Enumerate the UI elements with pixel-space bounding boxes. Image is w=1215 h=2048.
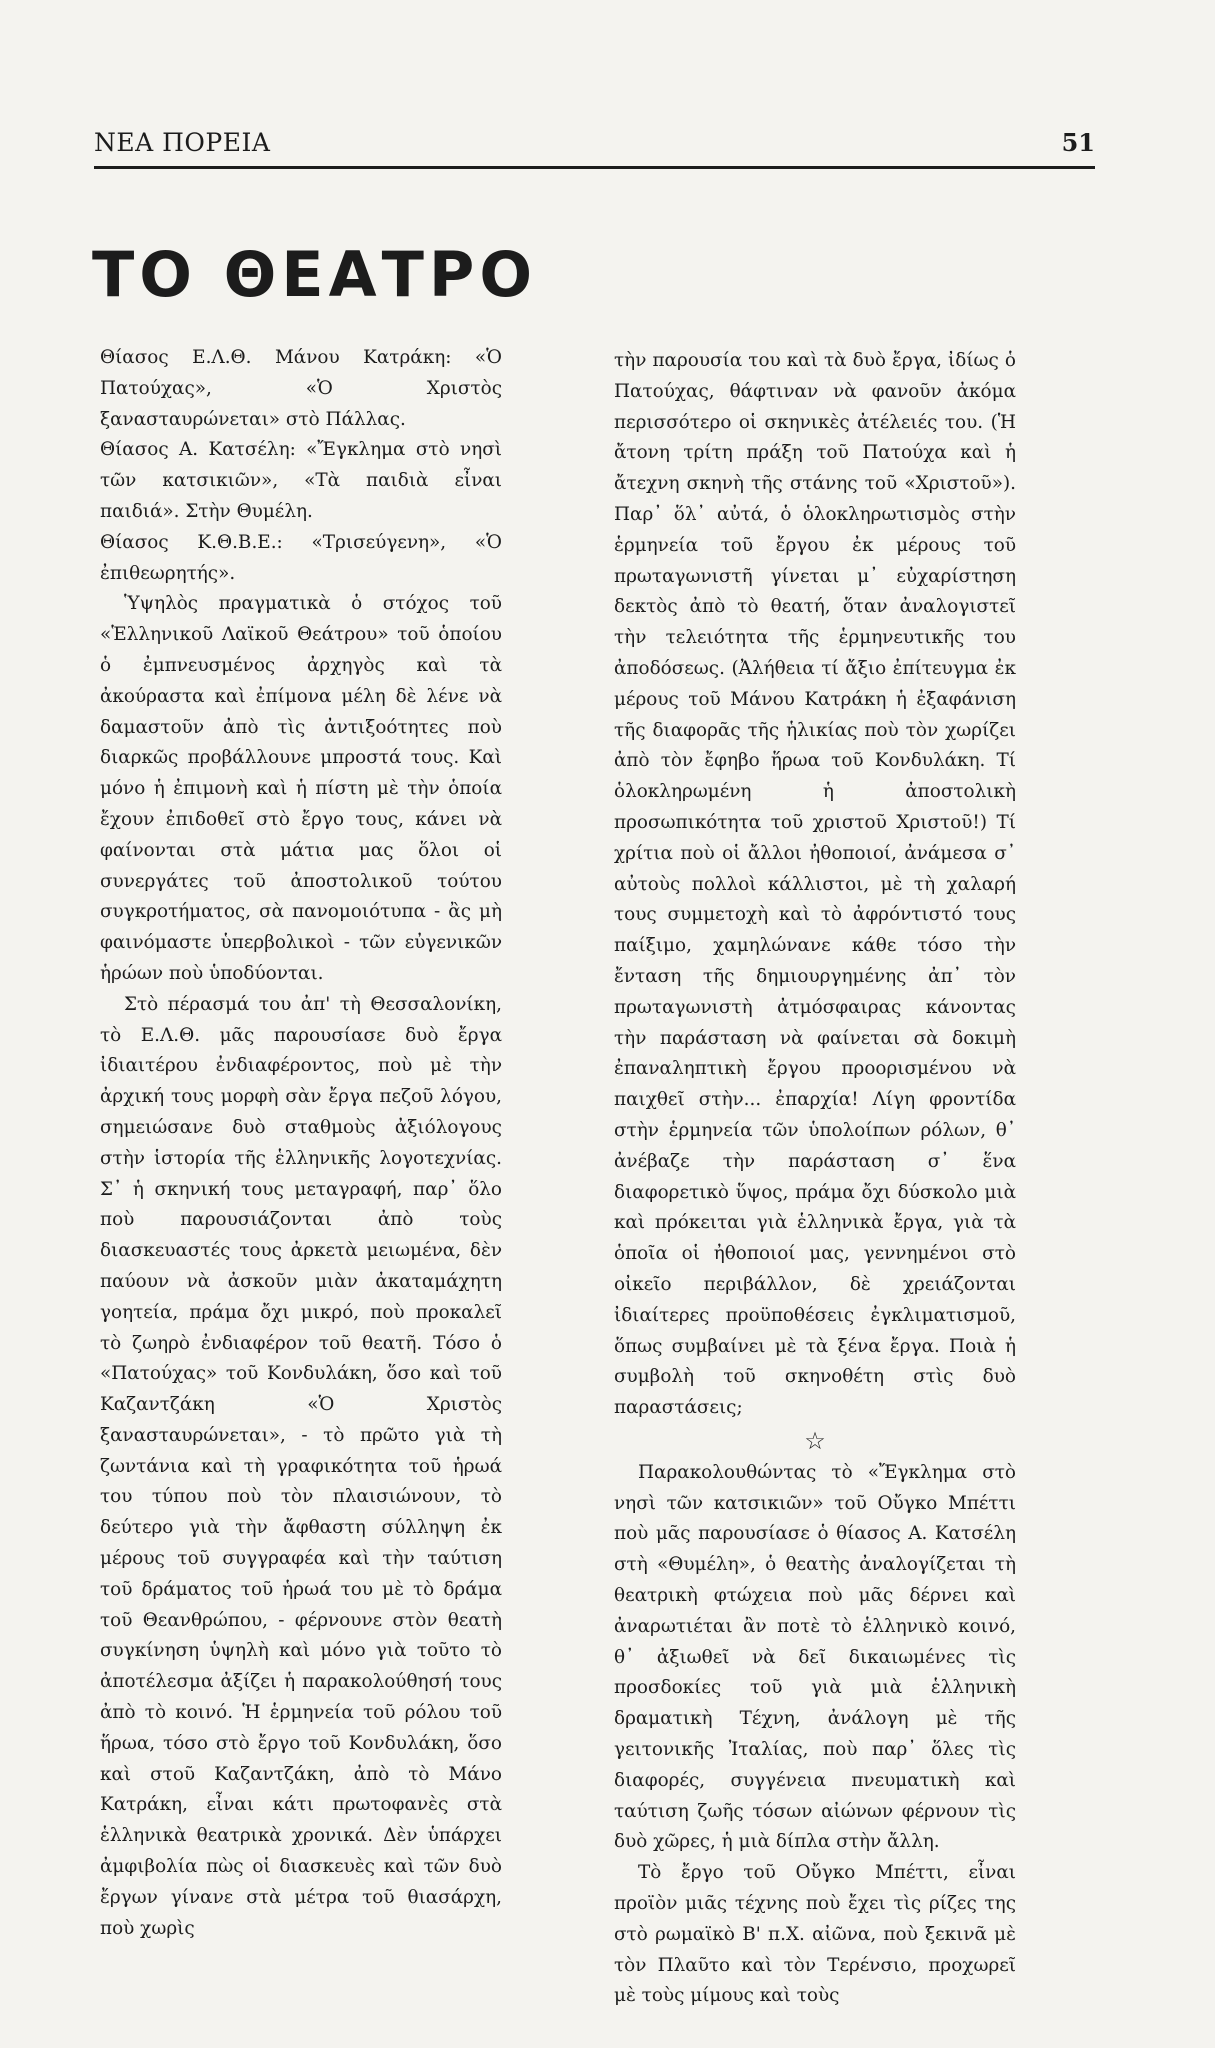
paragraph: Στὸ πέρασμά του ἀπ' τὴ Θεσσαλονίκη, τὸ Ε.Λ.Θ. μᾶς παρουσίασε δυὸ ἔργα ἰδιαιτέρου ἐνδιαφέροντος, ποὺ μὲ τὴν ἀρχική τους μορφὴ σὰν ἔργα πεζοῦ λόγου, σημειώσανε δυὸ σταθμοὺς ἀξιόλογους στὴν ἱστορία τῆς ἑλληνικῆς λογοτεχνίας. Σ᾽ ἡ σκηνική τους μεταγραφή, παρ᾽ ὅλο ποὺ παρουσιάζονται ἀπὸ τοὺς διασκευαστές τους ἀρκετὰ μειωμένα, δὲν παύουν νὰ ἀσκοῦν μιὰν ἀκαταμάχητη γοητεία, πράμα ὄχι μικρό, ποὺ προκαλεῖ τὸ ζωηρὸ ἐνδιαφέρον τοῦ θεατῆ. Τόσο ὁ «Πατούχας» τοῦ Κονδυλάκη, ὅσο καὶ τοῦ Καζαντζάκη «Ὁ Χριστὸς ξανασταυρώνεται», - τὸ πρῶτο γιὰ τὴ ζωντάνια καὶ τὴ γραφικότητα τοῦ ἡρωά του τύπου ποὺ τὸν πλαισιώνουν, τὸ δεύτερο γιὰ τὴν ἄφθαστη σύλληψη ἐκ μέρους τοῦ συγγραφέα καὶ τὴν ταύτιση τοῦ δράματος τοῦ ἡρωά του μὲ τὸ δράμα τοῦ Θεανθρώπου, - φέρνουνε στὸν θεατὴ συγκίνηση ὑψηλὴ καὶ μόνο γιὰ τοῦτο τὸ ἀποτέλεσμα ἀξίζει ἡ παρακολούθησή τους ἀπὸ τὸ κοινό. Ἡ ἑρμηνεία τοῦ ρόλου τοῦ ἥρωα, τόσο στὸ ἔργο τοῦ Κονδυλάκη, ὅσο καὶ στοῦ Καζαντζάκη, ἀπὸ τὸ Μάνο Κατράκη, εἶναι κάτι πρωτοφανὲς στὰ ἑλληνικὰ θεατρικὰ χρονικά. Δὲν ὑπάρχει ἀμφιβολία πὼς οἱ διασκευὲς καὶ τῶν δυὸ ἔργων γίνανε στὰ μέτρα τοῦ θιασάρχη, ποὺ χωρὶς (100, 993, 502, 1939)
listing-1: Θίασος Ε.Λ.Θ. Μάνου Κατράκη: «Ὁ Πατούχας», «Ὁ Χριστὸς ξανασταυρώνεται» στὸ Πάλλας. (100, 347, 502, 430)
left-column (100, 343, 502, 1944)
section-headline: ΤΟ ΘΕΑΤΡΟ (92, 238, 538, 311)
listing-3: Θίασος Κ.Θ.Β.Ε.: «Τρισεύγενη», «Ὁ ἐπιθεωρητής». (100, 531, 502, 584)
star-divider-icon: ☆ (804, 1426, 826, 1455)
paragraph: Τὸ ἔργο τοῦ Οὔγκο Μπέττι, εἶναι προϊὸν μιᾶς τέχνης ποὺ ἔχει τὶς ρίζες της στὸ ρωμαϊκὸ Β' π.Χ. αἰῶνα, ποὺ ξεκινᾶ μὲ τὸν Πλαῦτο καὶ τὸν Τερένσιο, προχωρεῖ μὲ τοὺς μίμους καὶ τοὺς (614, 1862, 1016, 2007)
paragraph: Παρακολουθώντας τὸ «Ἔγκλημα στὸ νησὶ τῶν κατσικιῶν» τοῦ Οὔγκο Μπέττι ποὺ μᾶς παρουσίασε ὁ θίασος Α. Κατσέλη στὴ «Θυμέλη», ὁ θεατὴς ἀναλογίζεται τὴ θεατρικὴ φτώχεια ποὺ μᾶς δέρνει καὶ ἀναρωτιέται ἂν ποτὲ τὸ ἑλληνικὸ κοινό, θ᾽ ἀξιωθεῖ νὰ δεῖ δικαιωμένες τὶς προσδοκίες τοῦ γιὰ μιὰ ἑλληνικὴ δραματικὴ Τέχνη, ἀνάλογη μὲ τῆς γειτονικῆς Ἰταλίας, ποὺ παρ᾽ ὅλες τὶς διαφορές, συγγένεια πνευματικὴ καὶ ταύτιση ζωῆς τόσων αἰώνων φέρνουν τὶς δυὸ χῶρες, ἡ μιὰ δίπλα στὴν ἄλλη. (614, 1461, 1016, 1853)
journal-title: ΝΕΑ ΠΟΡΕΙΑ (94, 128, 271, 157)
listing-2: Θίασος Α. Κατσέλη: «Ἔγκλημα στὸ νησὶ τῶν κατσικιῶν», «Τὰ παιδιὰ εἶναι παιδιά». Στὴν Θυμέλη. (100, 439, 502, 522)
header-rule (94, 166, 1095, 169)
paragraph: τὴν παρουσία του καὶ τὰ δυὸ ἔργα, ἰδίως ὁ Πατούχας, θάφτιναν νὰ φανοῦν ἀκόμα περισσότερο οἱ σκηνικὲς ἀτέλειές του. (Ἡ ἄτονη τρίτη πράξη τοῦ Πατούχα καὶ ἡ ἄτεχνη σκηνὴ τῆς στάνης τοῦ «Χριστοῦ»). Παρ᾽ ὅλ᾽ αὐτά, ὁ ὁλοκληρωτισμὸς στὴν ἑρμηνεία τοῦ ἔργου ἐκ μέρους τοῦ πρωταγωνιστῆ γίνεται μ᾽ εὐχαρίστηση δεκτὸς ἀπὸ τὸ θεατή, ὅταν ἀναλογιστεῖ τὴν τελειότητα τῆς ἑρμηνευτικῆς του ἀποδόσεως. (Ἀλήθεια τί ἄξιο ἐπίτευγμα ἐκ μέρους τοῦ Μάνου Κατράκη ἡ ἐξαφάνιση τῆς διαφορᾶς τῆς ἡλικίας ποὺ τὸν χωρίζει ἀπὸ τὸν ἔφηβο ἥρωα τοῦ Κονδυλάκη. Τί ὁλοκληρωμένη ἡ ἀποστολικὴ προσωπικότητα τοῦ χριστοῦ Χριστοῦ!) Τί χρίτια ποὺ οἱ ἄλλοι ἠθοποιοί, ἀνάμεσα σ᾽ αὐτοὺς πολλοὶ κάλλιστοι, μὲ τὴ χαλαρή τους συμμετοχὴ καὶ τὸ ἀφρόντιστό τους παίξιμο, χαμηλώνανε κάθε τόσο τὴν ἔνταση τῆς δημιουργημένης ἀπ᾽ τὸν πρωταγωνιστὴ ἀτμόσφαιρας κάνοντας τὴν παράσταση νὰ φαίνεται σὰ δοκιμὴ ἐπαναληπτικὴ ἔργου προορισμένου νὰ παιχθεῖ στὴν... ἐπαρχία! Λίγη φροντίδα στὴν ἑρμηνεία τῶν ὑπολοίπων ρόλων, θ᾽ ἀνέβαζε τὴν παράσταση σ᾽ ἕνα διαφορετικὸ ὕψος, πράμα ὄχι δύσκολο μιὰ καὶ πρόκειται γιὰ ἑλληνικὰ ἔργα, γιὰ τὰ ὁποῖα οἱ ἠθοποιοί μας, γεννημένοι στὸ οἰκεῖο περιβάλλον, δὲ χρειάζονται ἰδιαίτερες προϋποθέσεις ἐγκλιματισμοῦ, ὅπως συμβαίνει μὲ τὰ ξένα ἔργα. Ποιὰ ἡ συμβολὴ τοῦ σκηνοθέτη στὶς δυὸ παραστάσεις; (614, 350, 1016, 1419)
paragraph: Ὑψηλὸς πραγματικὰ ὁ στόχος τοῦ «Ἑλληνικοῦ Λαϊκοῦ Θεάτρου» τοῦ ὁποίου ὁ ἐμπνευσμένος ἀρχηγὸς καὶ τὰ ἀκούραστα καὶ ἐπίμονα μέλη δὲ λένε νὰ δαμαστοῦν ἀπὸ τὶς ἀντιξοότητες ποὺ διαρκῶς προβάλλουνε μπροστά τους. Καὶ μόνο ἡ ἐπιμονὴ καὶ ἡ πίστη μὲ τὴν ὁποία ἔχουν ἐπιδοθεῖ στὸ ἔργο τους, κάνει νὰ φαίνονται στὰ μάτια μας ὅλοι οἱ συνεργάτες τοῦ ἀποστολικοῦ τούτου συγκροτήματος, σὰ πανομοιότυπα - ἂς μὴ φαινόμαστε ὑπερβολικοὶ - τῶν εὐγενικῶν ἡρώων ποὺ ὑποδύονται. (100, 593, 502, 984)
right-column (614, 346, 1016, 2012)
running-header (94, 128, 1095, 164)
page-number: 51 (1061, 128, 1095, 157)
